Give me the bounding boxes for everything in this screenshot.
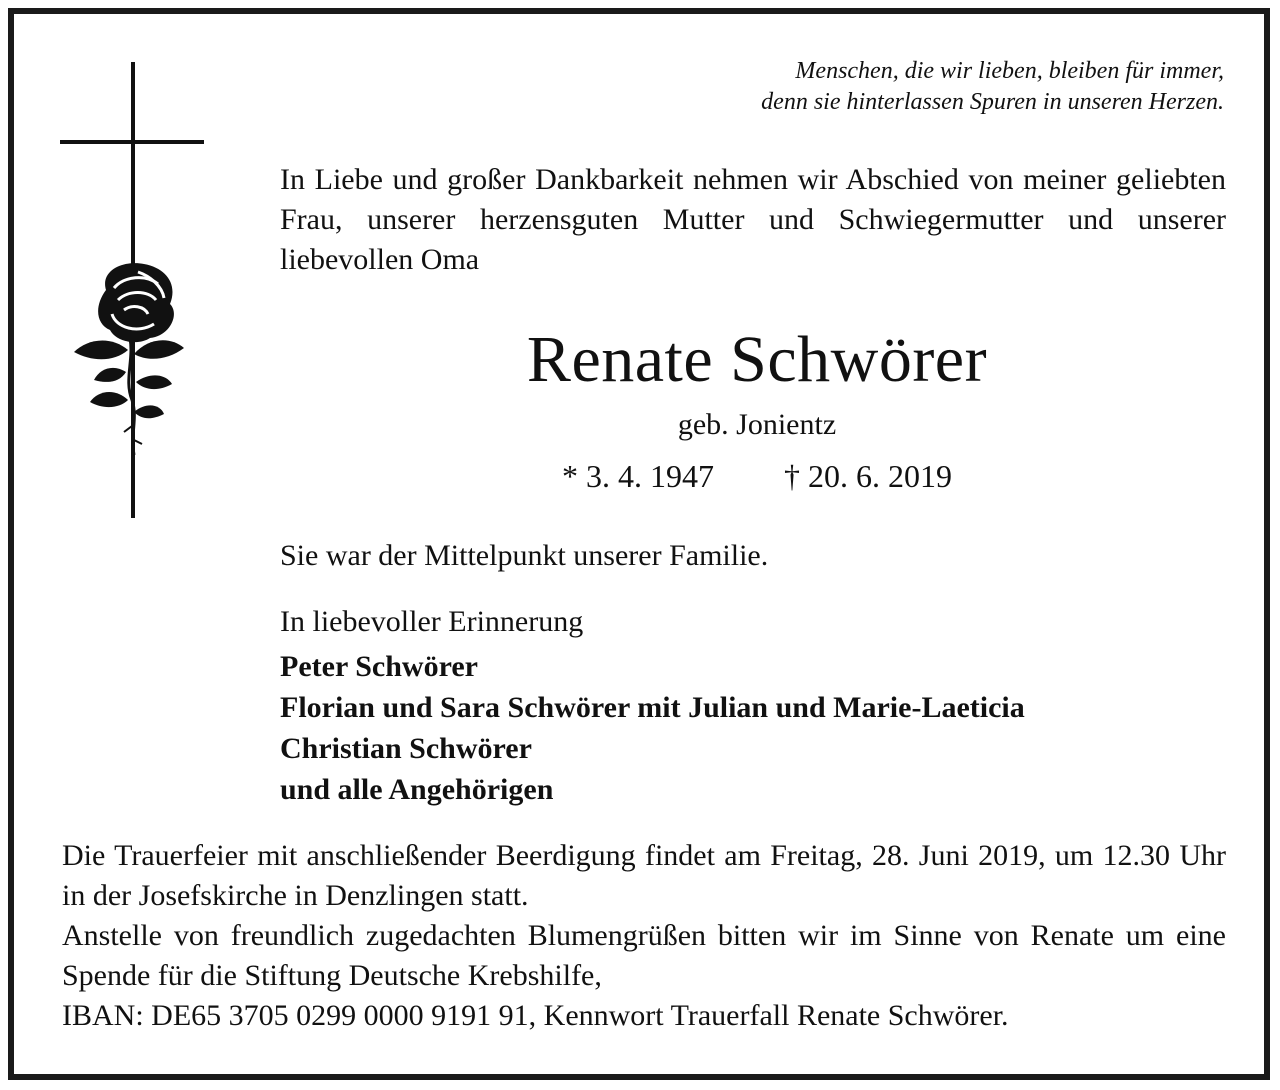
tribute-text: Sie war der Mittelpunkt unserer Familie. (280, 539, 769, 572)
motto-line-1: Menschen, die wir lieben, bleiben für immer, (795, 58, 1224, 84)
mourner-line: Christian Schwörer (280, 732, 532, 765)
mourner-line: Florian und Sara Schwörer mit Julian und Marie-Laeticia (280, 691, 1025, 724)
motto-line-2: denn sie hinterlassen Spuren in unseren Herzen. (761, 89, 1224, 115)
mourners-list (280, 646, 1226, 810)
iban-info: IBAN: DE65 3705 0299 0000 9191 91, Kennwort Trauerfall Renate Schwörer. (62, 999, 1009, 1032)
mourner-line: und alle Angehörigen (280, 773, 554, 806)
birth-date: * 3. 4. 1947 (562, 458, 714, 494)
mourner-line: Peter Schwörer (280, 650, 478, 683)
ceremony-info: Die Trauerfeier mit anschließender Beerdigung findet am Freitag, 28. Juni 2019, um 12.30 Uhr in der Josefskirche in Denzlingen statt. (62, 839, 1226, 912)
donation-info: Anstelle von freundlich zugedachten Blumengrüßen bitten wir im Sinne von Renate um eine Spende für die Stiftung Deutsche Krebshilfe, (62, 919, 1226, 992)
deceased-name: Renate Schwörer (526, 323, 988, 396)
death-date: † 20. 6. 2019 (784, 458, 952, 494)
intro-text: In Liebe und großer Dankbarkeit nehmen wir Abschied von meiner geliebten Frau, unserer herzensguten Mutter und Schwiegermutter und unserer liebevollen Oma (280, 163, 1226, 276)
cross-bar (60, 140, 204, 144)
funeral-details (62, 836, 1226, 1036)
life-dates (280, 456, 1234, 496)
memory-label: In liebevoller Erinnerung (280, 605, 584, 638)
rose-icon (54, 250, 194, 460)
motto-quote (634, 56, 1224, 118)
maiden-name: geb. Jonientz (677, 408, 837, 441)
obituary-notice (8, 8, 1270, 1080)
